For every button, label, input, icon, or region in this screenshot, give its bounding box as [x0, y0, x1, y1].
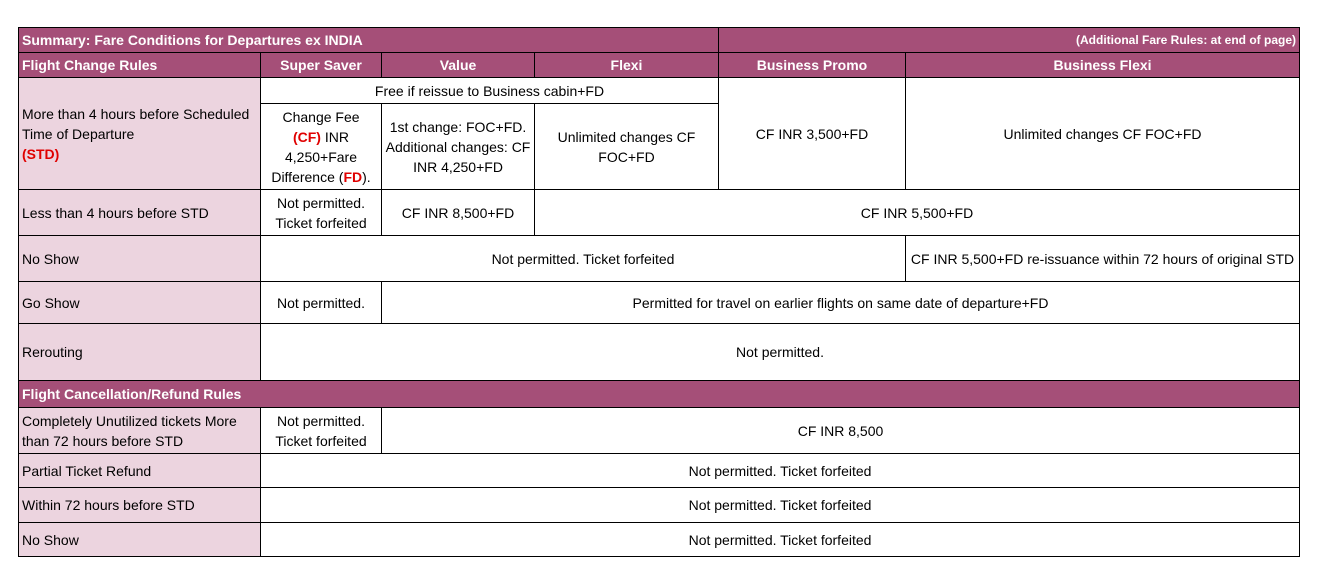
table-row — [19, 282, 1300, 324]
fare-conditions-table — [18, 27, 1300, 557]
row-label-no-show: No Show — [19, 236, 261, 282]
table-title: Summary: Fare Conditions for Departures ex INDIA — [19, 28, 719, 53]
table-title-row — [19, 28, 1300, 53]
col-super-saver: Super Saver — [261, 53, 382, 78]
no-show-economy: Not permitted. Ticket forfeited — [261, 236, 906, 282]
less-4h-others: CF INR 5,500+FD — [535, 190, 1300, 236]
rerouting-all: Not permitted. — [261, 324, 1300, 381]
row-label-unutilized: Completely Unutilized tickets More than 72 hours before STD — [19, 408, 261, 454]
more-4h-flexi: Unlimited changes CF FOC+FD — [535, 104, 719, 190]
reissue-note: Free if reissue to Business cabin+FD — [261, 78, 719, 104]
row-label-more-than-4h — [19, 78, 261, 190]
table-row — [19, 408, 1300, 454]
go-show-super-saver: Not permitted. — [261, 282, 382, 324]
refund-section-row — [19, 381, 1300, 408]
refund-no-show-all: Not permitted. Ticket forfeited — [261, 523, 1300, 557]
more-4h-business-flexi: Unlimited changes CF FOC+FD — [906, 78, 1300, 190]
refund-section-header: Flight Cancellation/Refund Rules — [19, 381, 1300, 408]
row-label-refund-no-show: No Show — [19, 523, 261, 557]
more-4h-value: 1st change: FOC+FD. Additional changes: CF INR 4,250+FD — [382, 104, 535, 190]
col-flexi: Flexi — [535, 53, 719, 78]
cf-text-1: Change Fee — [282, 108, 360, 125]
row-label-partial-refund: Partial Ticket Refund — [19, 454, 261, 488]
less-4h-value: CF INR 8,500+FD — [382, 190, 535, 236]
col-business-promo: Business Promo — [719, 53, 906, 78]
table-row — [19, 523, 1300, 557]
cf-text-3: ). — [362, 168, 371, 185]
table-row — [19, 236, 1300, 282]
table-row — [19, 78, 1300, 104]
within-72h-all: Not permitted. Ticket forfeited — [261, 488, 1300, 523]
more-4h-business-promo: CF INR 3,500+FD — [719, 78, 906, 190]
unutilized-super-saver: Not permitted. Ticket forfeited — [261, 408, 382, 454]
header-row — [19, 53, 1300, 78]
fd-abbrev: FD — [343, 168, 363, 185]
row-label-text: More than 4 hours before Scheduled Time of Departure — [22, 105, 250, 142]
row-label-rerouting: Rerouting — [19, 324, 261, 381]
no-show-business-flexi: CF INR 5,500+FD re-issuance within 72 hours of original STD — [906, 236, 1300, 282]
additional-rules-note: (Additional Fare Rules: at end of page) — [719, 28, 1300, 53]
partial-refund-all: Not permitted. Ticket forfeited — [261, 454, 1300, 488]
row-label-within-72h: Within 72 hours before STD — [19, 488, 261, 523]
go-show-others: Permitted for travel on earlier flights on same date of departure+FD — [382, 282, 1300, 324]
row-label-less-than-4h: Less than 4 hours before STD — [19, 190, 261, 236]
col-business-flexi: Business Flexi — [906, 53, 1300, 78]
less-4h-super-saver: Not permitted. Ticket forfeited — [261, 190, 382, 236]
table-row — [19, 488, 1300, 523]
more-4h-super-saver — [261, 104, 382, 190]
change-section-header: Flight Change Rules — [19, 53, 261, 78]
table-row — [19, 454, 1300, 488]
cf-text-2: INR 4,250+Fare Difference ( — [271, 128, 357, 185]
cf-abbrev: (CF) — [292, 128, 321, 145]
table-row — [19, 324, 1300, 381]
table-row — [19, 190, 1300, 236]
unutilized-others: CF INR 8,500 — [382, 408, 1300, 454]
std-abbrev: (STD) — [22, 145, 60, 162]
col-value: Value — [382, 53, 535, 78]
row-label-go-show: Go Show — [19, 282, 261, 324]
